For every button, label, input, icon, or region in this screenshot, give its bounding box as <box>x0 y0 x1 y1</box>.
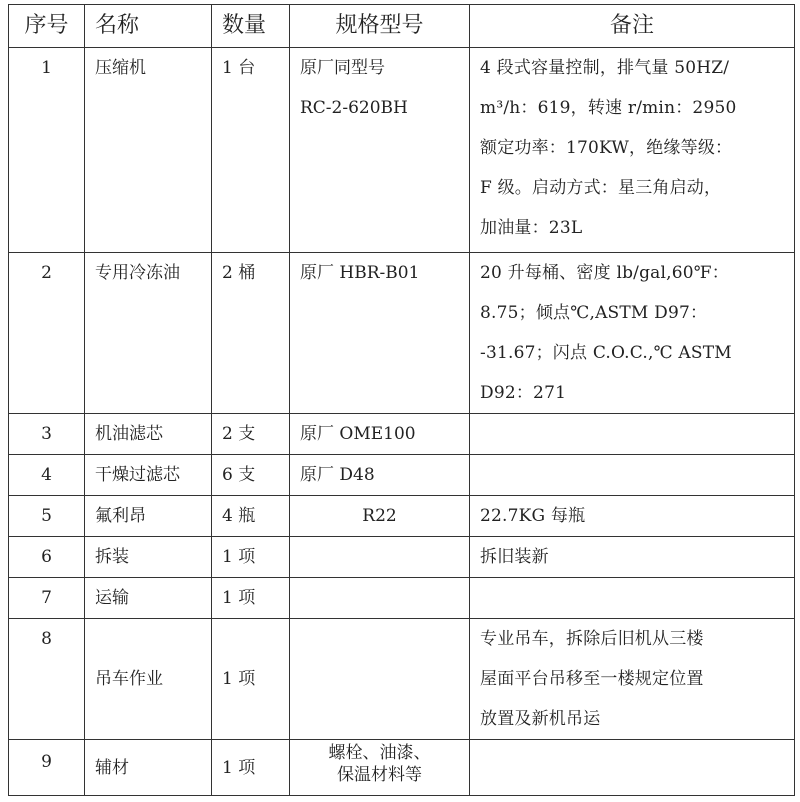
note-line: D92：271 <box>480 383 567 403</box>
row-no: 3 <box>9 414 85 455</box>
note-line: 专业吊车，拆除后旧机从三楼 <box>480 629 704 649</box>
note-line: -31.67；闪点 C.O.C.,℃ ASTM <box>480 343 732 363</box>
note-line: 8.75；倾点℃,ASTM D97： <box>480 303 708 323</box>
row-name: 辅材 <box>85 740 212 796</box>
row-note <box>470 253 795 414</box>
row-note <box>470 578 795 619</box>
row-note <box>470 619 795 740</box>
row-qty: 1 项 <box>212 740 290 796</box>
table-row <box>9 455 795 496</box>
row-spec <box>290 578 470 619</box>
row-note <box>470 48 795 253</box>
row-name: 运输 <box>85 578 212 619</box>
row-no: 5 <box>9 496 85 537</box>
row-spec <box>290 619 470 740</box>
row-spec <box>290 537 470 578</box>
header-spec: 规格型号 <box>290 5 470 48</box>
row-spec: 原厂 D48 <box>290 455 470 496</box>
row-note <box>470 414 795 455</box>
note-line: 放置及新机吊运 <box>480 709 601 729</box>
row-spec <box>290 740 470 796</box>
spec-line: 原厂同型号 <box>300 58 385 78</box>
spec-line: 原厂 HBR-B01 <box>300 263 420 283</box>
table-row <box>9 48 795 253</box>
row-spec <box>290 48 470 253</box>
header-row <box>9 5 795 48</box>
row-name: 压缩机 <box>85 48 212 253</box>
header-note: 备注 <box>470 5 795 48</box>
note-line: 额定功率：170KW，绝缘等级： <box>480 138 733 158</box>
note-line: F 级。启动方式：星三角启动， <box>480 178 722 198</box>
row-qty: 1 项 <box>212 619 290 740</box>
row-no: 9 <box>9 740 85 796</box>
row-note: 拆旧装新 <box>470 537 795 578</box>
note-line: 加油量：23L <box>480 218 583 238</box>
table-row <box>9 619 795 740</box>
row-no: 6 <box>9 537 85 578</box>
table-row <box>9 496 795 537</box>
row-name: 机油滤芯 <box>85 414 212 455</box>
table-row <box>9 414 795 455</box>
row-note: 22.7KG 每瓶 <box>470 496 795 537</box>
table-row <box>9 578 795 619</box>
note-line: m³/h：619，转速 r/min：2950 <box>480 98 737 118</box>
header-no: 序号 <box>9 5 85 48</box>
row-no: 1 <box>9 48 85 253</box>
row-name: 拆装 <box>85 537 212 578</box>
row-no: 2 <box>9 253 85 414</box>
row-name: 氟利昂 <box>85 496 212 537</box>
row-qty: 1 台 <box>212 48 290 253</box>
equipment-table <box>8 4 795 796</box>
row-qty: 1 项 <box>212 537 290 578</box>
header-qty: 数量 <box>212 5 290 48</box>
row-qty: 4 瓶 <box>212 496 290 537</box>
note-line: 屋面平台吊移至一楼规定位置 <box>480 669 704 689</box>
spec-line: 保温材料等 <box>337 765 422 785</box>
spec-line: RC-2-620BH <box>300 98 408 118</box>
header-name: 名称 <box>85 5 212 48</box>
row-note <box>470 455 795 496</box>
row-name: 专用冷冻油 <box>85 253 212 414</box>
table-row <box>9 740 795 796</box>
spec-line: 螺栓、油漆、 <box>328 743 431 763</box>
row-no: 4 <box>9 455 85 496</box>
row-qty: 6 支 <box>212 455 290 496</box>
row-qty: 2 支 <box>212 414 290 455</box>
row-name: 干燥过滤芯 <box>85 455 212 496</box>
row-qty: 1 项 <box>212 578 290 619</box>
row-qty: 2 桶 <box>212 253 290 414</box>
note-line: 20 升每桶、密度 lb/gal,60℉： <box>480 263 729 283</box>
note-line: 4 段式容量控制，排气量 50HZ/ <box>480 58 730 78</box>
row-name: 吊车作业 <box>85 619 212 740</box>
row-spec: R22 <box>290 496 470 537</box>
row-note <box>470 740 795 796</box>
row-no: 7 <box>9 578 85 619</box>
row-spec: 原厂 OME100 <box>290 414 470 455</box>
table-row <box>9 253 795 414</box>
table-row <box>9 537 795 578</box>
row-no: 8 <box>9 619 85 740</box>
row-spec <box>290 253 470 414</box>
